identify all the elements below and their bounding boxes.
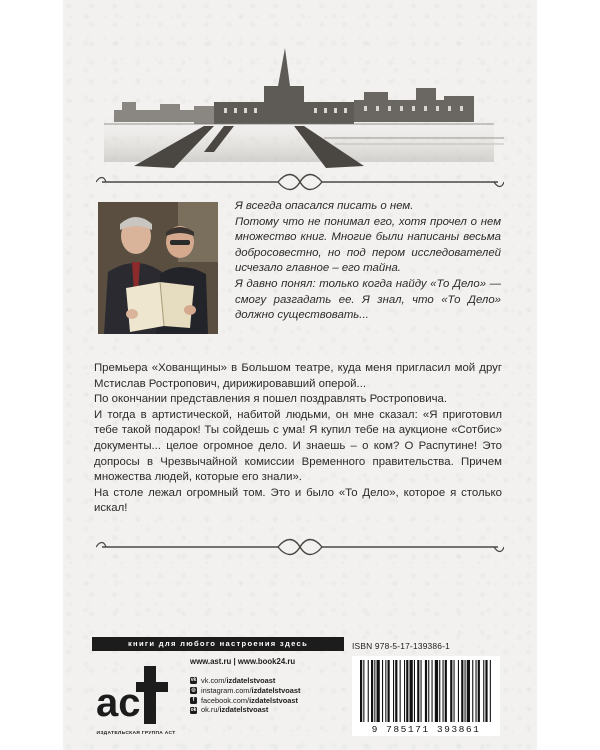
barcode-bar <box>432 660 433 722</box>
blurb-text <box>94 361 502 517</box>
barcode-bar <box>445 660 447 722</box>
barcode-bar <box>363 660 364 722</box>
social-handle: izdatelstvoast <box>226 676 276 686</box>
barcode-bar <box>476 660 477 722</box>
social-row-facebook <box>190 696 360 706</box>
author-photo <box>98 202 218 334</box>
barcode-bar <box>465 660 466 722</box>
tagline-bar: книги для любого настроения здесь <box>92 637 344 651</box>
barcode-bar <box>454 660 455 722</box>
isbn-label: ISBN 978-5-17-139386-1 <box>352 641 450 651</box>
barcode-bar <box>374 660 375 722</box>
city-engraving <box>64 42 536 170</box>
social-row-ok <box>190 705 360 715</box>
back-cover <box>64 0 536 750</box>
barcode-bar <box>385 660 386 722</box>
barcode-bar <box>450 660 452 722</box>
barcode-bar <box>490 660 491 722</box>
barcode-bar <box>485 660 487 722</box>
social-links <box>190 676 360 715</box>
quote-line: Я всегда опасался писать о нем. <box>235 200 414 212</box>
barcode-bar <box>406 660 408 722</box>
social-prefix: instagram.com/ <box>201 685 252 695</box>
ast-logo-icon <box>94 660 170 730</box>
barcode-bar <box>417 660 419 722</box>
barcode-bar <box>467 660 470 722</box>
blurb-paragraph: По окончании представления я пошел поздравлять Ростроповича. <box>94 393 448 406</box>
barcode-bar <box>425 660 427 722</box>
social-prefix: facebook.com/ <box>201 695 250 705</box>
barcode-bar <box>435 660 438 722</box>
barcode-bar <box>439 660 440 722</box>
barcode-bar <box>421 660 422 722</box>
barcode-bar <box>461 660 463 722</box>
barcode-bar <box>377 660 380 722</box>
blurb-paragraph: На столе лежал огромный том. Это и было «То Дело», которое я столько искал! <box>94 486 502 515</box>
social-handle: izdatelstvoast <box>249 695 298 705</box>
barcode-bar <box>360 660 362 722</box>
barcode-bar <box>393 660 394 722</box>
social-prefix: vk.com/ <box>201 676 227 686</box>
barcode-bar <box>382 660 383 722</box>
barcode-bar <box>368 660 369 722</box>
barcode-bar <box>371 660 373 722</box>
barcode <box>352 656 500 736</box>
barcode-bar <box>414 660 415 722</box>
barcode-bar <box>404 660 405 722</box>
publisher-caption: ИЗДАТЕЛЬСКАЯ ГРУППА АСТ <box>96 731 176 736</box>
social-prefix: ok.ru/ <box>201 705 220 715</box>
barcode-bar <box>395 660 397 722</box>
facebook-icon: f <box>190 697 197 704</box>
social-handle: izdatelstvoast <box>219 705 269 715</box>
ornament-divider-top <box>96 168 504 196</box>
barcode-bar <box>458 660 459 722</box>
instagram-icon: ◎ <box>191 687 196 694</box>
websites: www.ast.ru | www.book24.ru <box>190 657 296 666</box>
barcode-bar <box>483 660 484 722</box>
barcode-number: 9 785171 393861 <box>371 724 481 735</box>
barcode-bars <box>352 656 500 724</box>
social-handle: izdatelstvoast <box>251 685 301 695</box>
barcode-bar <box>388 660 390 722</box>
blurb-paragraph: И тогда в артистической, набитой людьми, он мне сказал: «Я приготовил тебе такой подарок! Ты сойдешь с ума! Я купил тебе на аукционе «Сотбис» документы... целое огромное дело. И знаешь – о ком? О Распутине! Это допросы в Чрезвычайной комиссии Временного правительства. Причем множества людей, которые его знали». <box>94 408 502 484</box>
barcode-bar <box>410 660 413 722</box>
quote-line: Потому что не понимал его, хотя прочел о нем множество книг. Многие были написаны весьма добросовестно, но под пером исследователей исчезало главное – его тайна. <box>235 215 501 275</box>
quote-line: Я давно понял: только когда найду «То Дело» — смогу разгадать ее. Я знал, что «То Дело» должно существовать... <box>235 277 501 322</box>
barcode-bar <box>400 660 401 722</box>
blurb-paragraph: Премьера «Хованщины» в Большом театре, куда меня пригласил мой друг Мстислав Ростропович, дирижировавший оперой... <box>94 362 502 390</box>
ornament-divider-bottom <box>96 533 504 561</box>
barcode-bar <box>428 660 429 722</box>
social-row-instagram <box>190 686 360 696</box>
barcode-bar <box>472 660 473 722</box>
vk-icon: vk <box>190 677 197 684</box>
odnoklassniki-icon: ok <box>190 706 197 713</box>
barcode-bar <box>478 660 480 722</box>
svg-text:ac: ac <box>96 681 141 725</box>
author-quote <box>235 199 501 324</box>
social-row-vk <box>190 676 360 686</box>
barcode-bar <box>443 660 444 722</box>
